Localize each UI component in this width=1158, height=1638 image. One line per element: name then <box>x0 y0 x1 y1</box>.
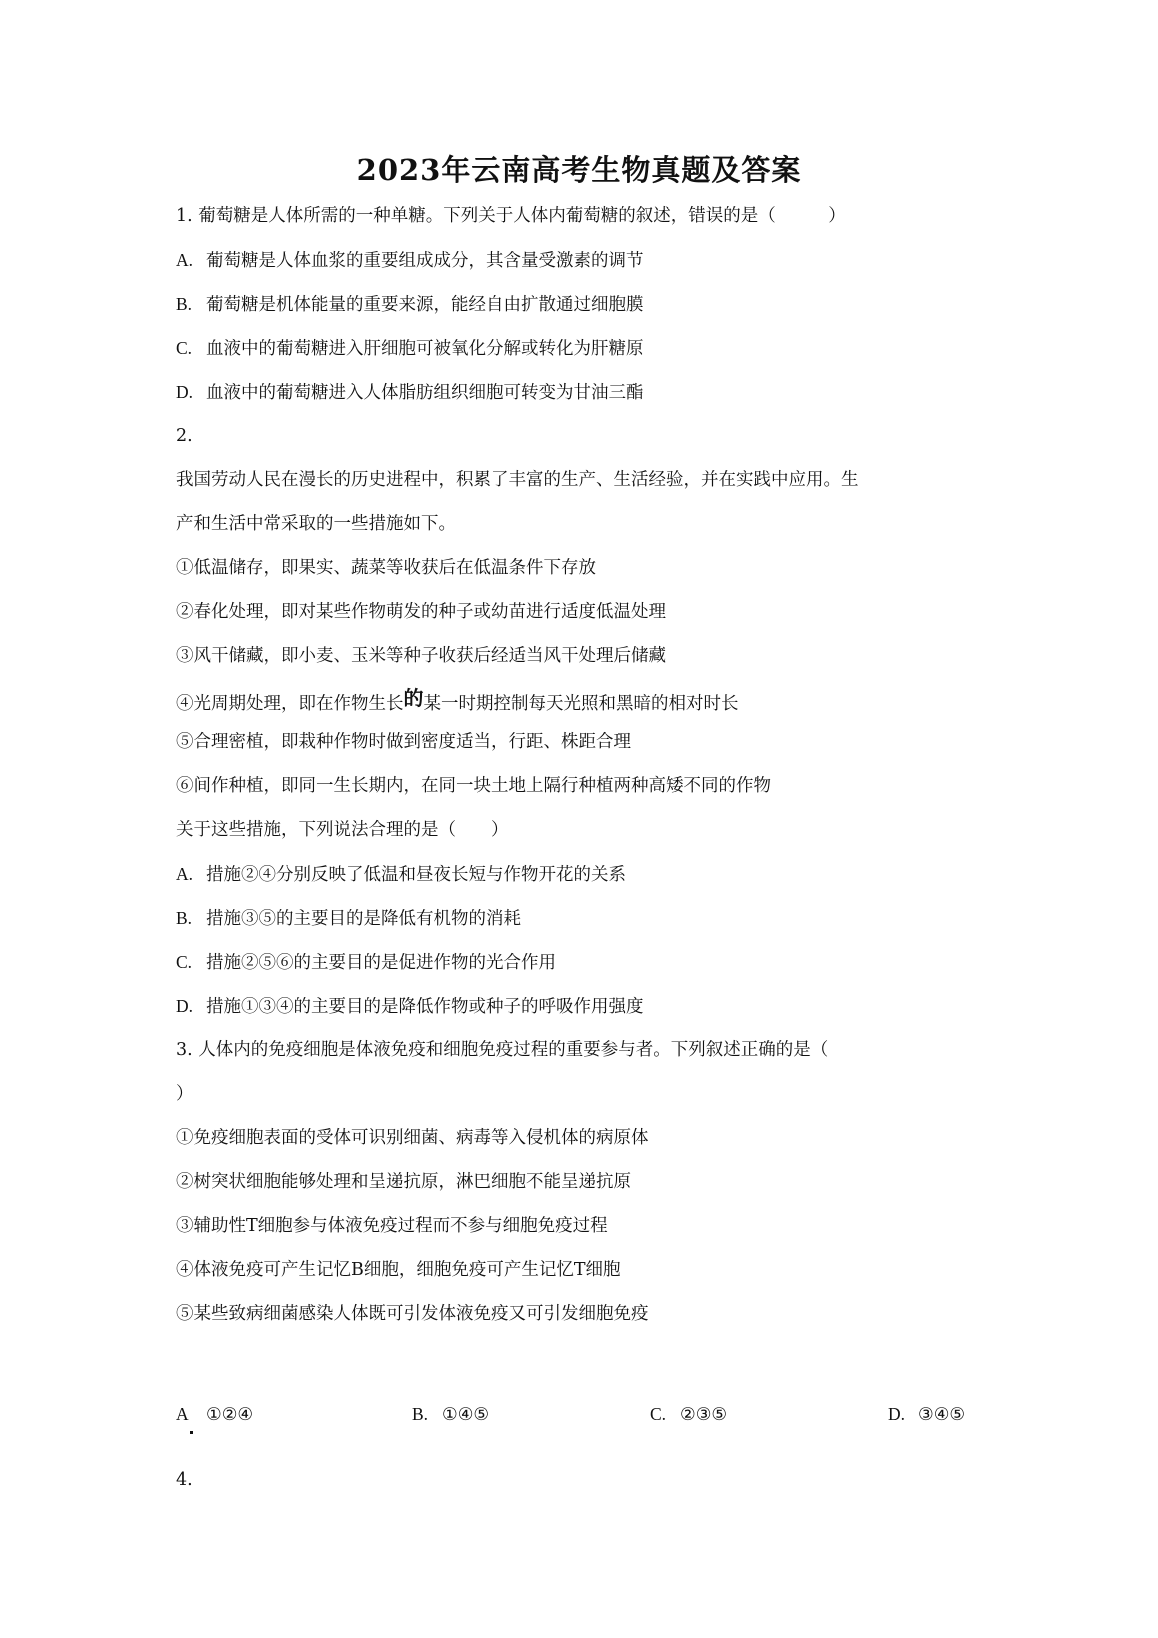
q2-number: 2. <box>176 426 193 446</box>
q1-option-b <box>176 292 644 317</box>
option-label: C. <box>176 952 193 972</box>
option-label: B. <box>176 908 193 928</box>
q3-item-5: ⑤某些致病细菌感染人体既可引发体液免疫又可引发细胞免疫 <box>176 1304 649 1324</box>
q2-question: 关于这些措施，下列说法合理的是（ ） <box>176 820 509 840</box>
q3-item-2: ②树突状细胞能够处理和呈递抗原，淋巴细胞不能呈递抗原 <box>176 1172 631 1192</box>
q3-option-a <box>176 1402 253 1427</box>
q2-item-3: ③风干储藏，即小麦、玉米等种子收获后经适当风干处理后储藏 <box>176 646 666 666</box>
option-text: 血液中的葡萄糖进入人体脂肪组织细胞可转变为甘油三酯 <box>206 383 644 403</box>
option-label: A. <box>176 864 194 884</box>
q2-intro-line-2: 产和生活中常采取的一些措施如下。 <box>176 514 456 534</box>
item-text-rest: 某一时期控制每天光照和黑暗的相对时长 <box>423 694 739 714</box>
option-text: 葡萄糖是机体能量的重要来源，能经自由扩散通过细胞膜 <box>206 295 644 315</box>
option-text: ①②④ <box>206 1405 254 1425</box>
q2-item-2: ②春化处理，即对某些作物萌发的种子或幼苗进行适度低温处理 <box>176 602 666 622</box>
q2-option-c <box>176 950 556 975</box>
option-label: B. <box>176 294 193 314</box>
q3-item-1: ①免疫细胞表面的受体可识别细菌、病毒等入侵机体的病原体 <box>176 1128 649 1148</box>
option-label: D. <box>176 382 194 402</box>
q2-intro-line-1: 我国劳动人民在漫长的历史进程中，积累了丰富的生产、生活经验，并在实践中应用。生 <box>176 470 859 490</box>
option-label: D. <box>888 1404 906 1424</box>
option-label: A <box>176 1404 189 1424</box>
q3-item-4: ④体液免疫可产生记忆B细胞，细胞免疫可产生记忆T细胞 <box>176 1260 621 1280</box>
q1-option-d <box>176 380 644 405</box>
option-text: ③④⑤ <box>918 1405 966 1425</box>
q2-item-4 <box>176 686 739 716</box>
q2-option-a <box>176 862 626 887</box>
page-title: 2023年云南高考生物真题及答案 <box>356 153 802 187</box>
q3-option-d <box>888 1402 965 1427</box>
q3-item-3: ③辅助性T细胞参与体液免疫过程而不参与细胞免疫过程 <box>176 1216 608 1236</box>
q2-option-b <box>176 906 521 931</box>
option-label: C. <box>176 338 193 358</box>
q2-item-6: ⑥间作种植，即同一生长期内，在同一块土地上隔行种植两种高矮不同的作物 <box>176 776 771 796</box>
option-label: A. <box>176 250 194 270</box>
option-label: B. <box>412 1404 429 1424</box>
stray-dot <box>190 1431 193 1434</box>
option-text: 血液中的葡萄糖进入肝细胞可被氧化分解或转化为肝糖原 <box>206 339 644 359</box>
q4-number: 4. <box>176 1470 193 1490</box>
option-text: 措施①③④的主要目的是降低作物或种子的呼吸作用强度 <box>206 997 644 1017</box>
q1-option-a <box>176 248 644 273</box>
option-text: ①④⑤ <box>442 1405 490 1425</box>
q2-item-1: ①低温储存，即果实、蔬菜等收获后在低温条件下存放 <box>176 558 596 578</box>
q3-option-c <box>650 1402 727 1427</box>
item-text-de: 的 <box>403 686 424 710</box>
option-text: 措施②④分别反映了低温和昼夜长短与作物开花的关系 <box>206 865 626 885</box>
q1-option-c <box>176 336 644 361</box>
q3-stem-line-2: ） <box>176 1084 194 1104</box>
option-text: ②③⑤ <box>680 1405 728 1425</box>
q1-stem: 1. 葡萄糖是人体所需的一种单糖。下列关于人体内葡萄糖的叙述，错误的是（ ） <box>176 206 846 226</box>
option-label: D. <box>176 996 194 1016</box>
option-text: 措施②⑤⑥的主要目的是促进作物的光合作用 <box>206 953 556 973</box>
option-text: 措施③⑤的主要目的是降低有机物的消耗 <box>206 909 521 929</box>
q2-item-5: ⑤合理密植，即栽种作物时做到密度适当，行距、株距合理 <box>176 732 631 752</box>
option-text: 葡萄糖是人体血浆的重要组成成分，其含量受激素的调节 <box>206 251 644 271</box>
q2-option-d <box>176 994 644 1019</box>
q3-options <box>176 1402 996 1426</box>
item-text: ④光周期处理，即在作物生长 <box>176 694 404 714</box>
q3-option-b <box>412 1402 489 1427</box>
q3-stem-line-1: 3. 人体内的免疫细胞是体液免疫和细胞免疫过程的重要参与者。下列叙述正确的是（ <box>176 1040 829 1060</box>
option-label: C. <box>650 1404 667 1424</box>
